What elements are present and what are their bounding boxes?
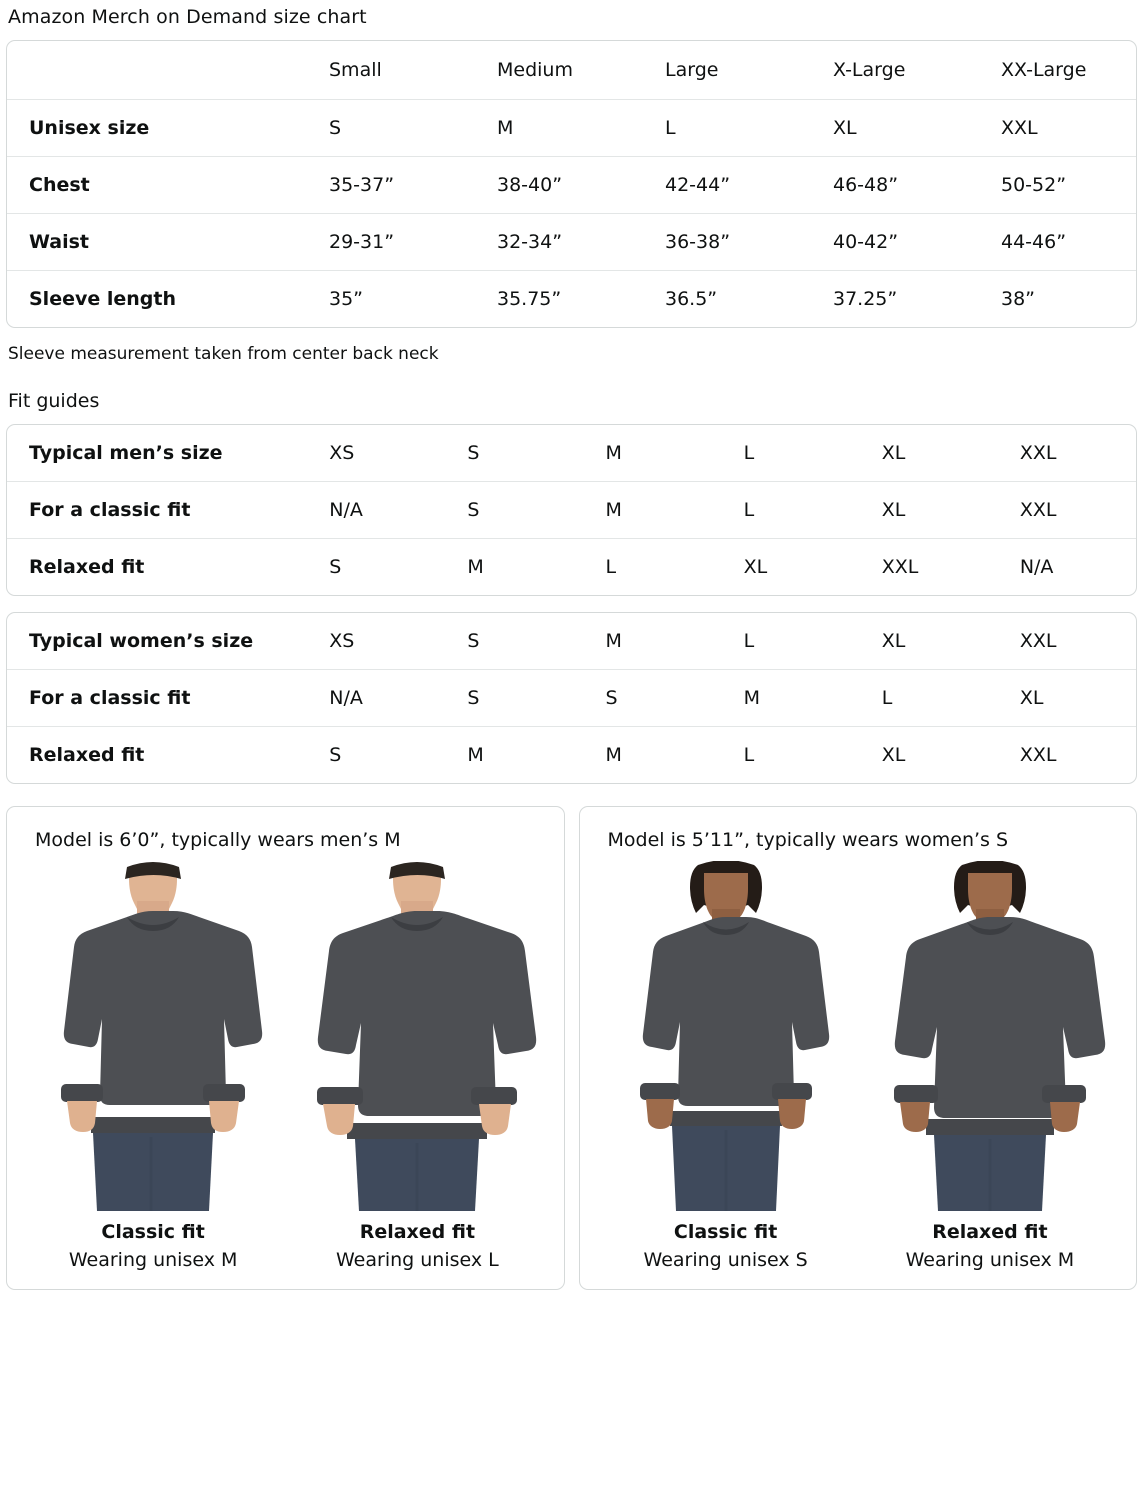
column-header: X-Large <box>811 41 979 100</box>
female-model-relaxed-fit-icon <box>870 861 1110 1211</box>
size-table-card <box>6 40 1137 328</box>
cell: XL <box>881 744 906 766</box>
cell: XXL <box>1019 744 1057 766</box>
cell: L <box>722 482 860 539</box>
fit-guides-label: Fit guides <box>8 390 100 412</box>
cell: M <box>467 556 484 578</box>
size-table <box>7 41 1137 327</box>
cell: 44-46” <box>979 214 1137 271</box>
cell: S <box>445 613 583 670</box>
cell: L <box>860 670 998 727</box>
womens-fit-table <box>7 613 1136 783</box>
fit-label: Relaxed fit <box>359 1221 476 1243</box>
cell: 35-37” <box>307 157 475 214</box>
cell: S <box>583 670 721 727</box>
wearing-label: Wearing unisex M <box>905 1249 1075 1271</box>
model-cards <box>6 806 1137 1290</box>
table-row <box>7 613 1136 670</box>
row-label: Chest <box>7 157 307 214</box>
cell: XL <box>811 100 979 157</box>
table-header-row <box>7 41 1137 100</box>
figure-relaxed-fit-female <box>865 861 1115 1271</box>
wearing-label: Wearing unisex S <box>643 1249 808 1271</box>
cell: 46-48” <box>811 157 979 214</box>
cell: XL <box>860 613 998 670</box>
cell: XXL <box>998 425 1136 482</box>
cell: XS <box>307 613 445 670</box>
sleeve-note: Sleeve measurement taken from center back neck <box>8 344 439 364</box>
cell: 40-42” <box>811 214 979 271</box>
cell: M <box>722 670 860 727</box>
cell: M <box>605 744 622 766</box>
figure-row <box>594 861 1123 1271</box>
cell: L <box>722 613 860 670</box>
female-model-classic-fit-icon <box>606 861 846 1211</box>
cell: M <box>475 100 643 157</box>
cell: 35.75” <box>497 288 562 310</box>
table-row <box>7 157 1137 214</box>
row-label: Typical men’s size <box>7 425 307 482</box>
cell: 50-52” <box>979 157 1137 214</box>
cell: M <box>583 482 721 539</box>
cell: L <box>743 744 755 766</box>
row-label: Unisex size <box>7 100 307 157</box>
cell: XXL <box>979 100 1137 157</box>
cell: S <box>329 744 342 766</box>
column-header: Small <box>307 41 475 100</box>
cell: L <box>605 556 617 578</box>
male-model-classic-fit-icon <box>33 861 273 1211</box>
figure-classic-fit-male <box>28 861 278 1271</box>
cell: N/A <box>1019 556 1054 578</box>
page-title: Amazon Merch on Demand size chart <box>8 6 367 28</box>
mens-fit-table-card <box>6 424 1137 596</box>
cell: 35” <box>329 288 364 310</box>
model-caption: Model is 5’11”, typically wears women’s S <box>607 829 1009 851</box>
table-row <box>7 425 1136 482</box>
row-label: Typical women’s size <box>7 613 307 670</box>
table-row <box>7 482 1136 539</box>
womens-model-card <box>579 806 1138 1290</box>
model-caption: Model is 6’0”, typically wears men’s M <box>35 829 401 851</box>
table-row <box>7 214 1137 271</box>
cell: 36-38” <box>643 214 811 271</box>
row-label: For a classic fit <box>7 670 307 727</box>
row-label: For a classic fit <box>7 482 307 539</box>
cell: XL <box>743 556 768 578</box>
cell: S <box>307 100 475 157</box>
cell: XXL <box>998 482 1136 539</box>
table-row <box>7 670 1136 727</box>
womens-fit-table-card <box>6 612 1137 784</box>
cell: M <box>583 425 721 482</box>
figure-classic-fit-female <box>601 861 851 1271</box>
cell: 29-31” <box>307 214 475 271</box>
wearing-label: Wearing unisex L <box>336 1249 499 1271</box>
cell: L <box>722 425 860 482</box>
cell: XL <box>860 482 998 539</box>
column-header: Medium <box>475 41 643 100</box>
row-label: Sleeve length <box>29 288 176 310</box>
cell: XXL <box>881 556 919 578</box>
cell: XL <box>860 425 998 482</box>
figure-relaxed-fit-male <box>292 861 542 1271</box>
male-model-relaxed-fit-icon <box>297 861 537 1211</box>
cell: L <box>643 100 811 157</box>
cell: 37.25” <box>833 288 898 310</box>
row-label: Relaxed fit <box>29 744 145 766</box>
cell: M <box>583 613 721 670</box>
column-header: Large <box>643 41 811 100</box>
cell: S <box>445 670 583 727</box>
table-row <box>7 727 1136 784</box>
cell: XXL <box>998 613 1136 670</box>
cell: S <box>445 425 583 482</box>
cell: S <box>329 556 342 578</box>
cell: M <box>467 744 484 766</box>
cell: 36.5” <box>665 288 718 310</box>
fit-label: Relaxed fit <box>932 1221 1048 1243</box>
column-header: XX-Large <box>979 41 1137 100</box>
table-row <box>7 271 1137 328</box>
row-label: Waist <box>7 214 307 271</box>
table-row <box>7 539 1136 596</box>
figure-row <box>21 861 550 1271</box>
cell: N/A <box>307 482 445 539</box>
mens-model-card <box>6 806 565 1290</box>
cell: 38” <box>1001 288 1036 310</box>
column-header <box>7 41 307 100</box>
wearing-label: Wearing unisex M <box>68 1249 238 1271</box>
fit-label: Classic fit <box>101 1221 205 1243</box>
cell: XL <box>998 670 1136 727</box>
table-spacer <box>0 596 1143 612</box>
table-row <box>7 100 1137 157</box>
cell: 38-40” <box>475 157 643 214</box>
cell: S <box>445 482 583 539</box>
cell: 32-34” <box>475 214 643 271</box>
fit-label: Classic fit <box>673 1221 778 1243</box>
cell: XS <box>307 425 445 482</box>
mens-fit-table <box>7 425 1136 595</box>
cell: 42-44” <box>643 157 811 214</box>
cell: N/A <box>307 670 445 727</box>
row-label: Relaxed fit <box>29 556 145 578</box>
